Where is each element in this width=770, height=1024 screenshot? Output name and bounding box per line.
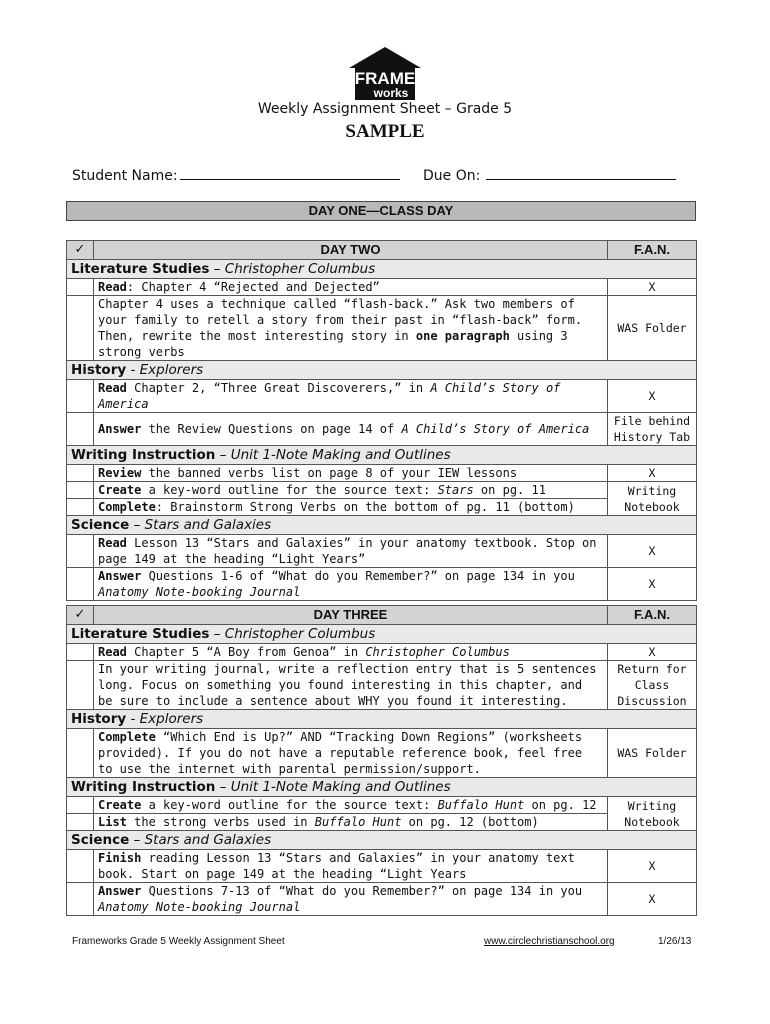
fan-cell: X [608,850,697,883]
fan-cell: X [608,380,697,413]
sheet-subtitle: SAMPLE [345,121,425,142]
fan-line: Notebook [624,814,680,829]
assignment-row [67,535,697,568]
assignment-text: on pg. 11 [473,483,546,497]
assignment-book: A Child’s Story of America [401,422,590,436]
assignment-text: : Brainstorm Strong Verbs on the bottom of pg. 11 (bottom) [155,500,575,514]
student-name-line[interactable] [180,165,400,180]
fan-line: Writing [627,798,677,813]
assignment-keyword: Answer [98,569,142,583]
assignment-text: the Review Questions on page 14 of [141,422,402,436]
section-topic: - Explorers [126,711,204,727]
section-topic: – Unit 1-Note Making and Outlines [215,779,451,795]
assignment-text: Lesson 13 “Stars and Galaxies” in your anatomy textbook. Stop on page 149 at the heading “Light Years” [98,536,597,566]
section-science [67,831,697,850]
section-topic: - Explorers [126,362,204,378]
assignment-text: Chapter 4 uses a technique called “flash-back.” Ask two members of your family to retell a story from their past in “flash-back” form. Then, rewrite the most interesting story in [98,297,583,343]
assignment-keyword: Read [98,280,127,294]
assignment-keyword: Read [98,645,127,659]
assignment-keyword: Complete [98,730,156,744]
assignment-text: Questions 1-6 of “What do you Remember?” on page 134 in you [141,569,575,583]
fan-line: Return for [617,662,687,676]
assignment-row [67,568,697,601]
fan-cell [608,413,697,446]
fan-line: Writing [627,483,677,498]
assignment-text: a key-word outline for the source text: [141,798,438,812]
section-subject: History [71,362,127,378]
footer-url-link[interactable]: www.circlechristianschool.org [484,936,615,947]
section-writing [67,446,697,465]
assignment-book: Anatomy Note-booking Journal [98,585,301,599]
assignment-emphasis: one paragraph [415,329,510,343]
check-icon: ✓ [67,241,94,260]
assignment-text: on pg. 12 (bottom) [401,815,539,829]
section-topic: – Christopher Columbus [209,261,376,277]
section-literature [67,625,697,644]
fan-header: F.A.N. [608,241,697,260]
fan-cell: X [608,535,697,568]
section-subject: Science [71,517,130,533]
fan-cell: X [608,568,697,601]
section-history [67,710,697,729]
section-subject: Writing Instruction [71,779,216,795]
assignment-row [67,499,697,516]
fan-cell: WAS Folder [608,729,697,778]
fan-line: History Tab [613,430,691,444]
section-topic: – Stars and Galaxies [129,517,272,533]
assignment-row [67,644,697,661]
assignment-text: the strong verbs used in [126,815,315,829]
assignment-row [67,465,697,482]
assignment-book: A Child’s Story of America [98,381,561,411]
assignment-keyword: Review [98,466,142,480]
fan-line: Discussion [617,694,687,708]
assignment-keyword: Create [98,483,142,497]
day-three-header-row [67,606,697,625]
assignment-row [67,729,697,778]
assignment-text: reading Lesson 13 “Stars and Galaxies” in your anatomy text book. Start on page 149 at the heading “Light Years [98,851,575,881]
fan-cell: X [608,644,697,661]
fan-cell [608,661,697,710]
assignment-book: Christopher Columbus [365,645,510,659]
due-on-field[interactable] [423,165,676,184]
day-three-title: DAY THREE [94,606,608,625]
fan-cell: X [608,279,697,296]
student-name-field[interactable] [72,165,400,184]
assignment-row [67,482,697,499]
assignment-text: In your writing journal, write a reflection entry that is 5 sentences long. Focus on something you found interesting in this chapter, and be sure to include a sentence about WHY you found it interesting. [98,662,597,708]
assignment-text: using 3 strong verbs [98,329,568,359]
assignment-text: “Which End is Up?” AND “Tracking Down Regions” (worksheets provided). If you do not have a reputable reference book, feel free to use the internet with parental permission/support. [98,730,583,776]
assignment-row [67,850,697,883]
fan-cell: X [608,883,697,916]
assignment-row [67,413,697,446]
assignment-text: on pg. 12 [524,798,597,812]
assignment-text: the banned verbs list on page 8 of your IEW lessons [141,466,518,480]
fan-cell: X [608,465,697,482]
assignment-keyword: Answer [98,884,142,898]
assignment-row [67,814,697,831]
section-subject: Literature Studies [71,261,210,277]
fan-header: F.A.N. [608,606,697,625]
fan-line: Class [634,678,670,692]
frameworks-logo [345,44,425,100]
section-topic: – Christopher Columbus [209,626,376,642]
check-icon: ✓ [67,606,94,625]
section-history [67,361,697,380]
fan-cell [608,797,697,831]
day-one-banner: DAY ONE—CLASS DAY [66,201,696,221]
assignment-keyword: Read [98,536,127,550]
due-on-line[interactable] [486,165,676,180]
assignment-book: Stars [437,483,474,497]
assignment-keyword: Create [98,798,142,812]
section-science [67,516,697,535]
due-on-label: Due On: [423,168,481,184]
assignment-text: Chapter 5 “A Boy from Genoa” in [126,645,366,659]
footer-date: 1/26/13 [658,936,692,947]
assignment-row [67,661,697,710]
assignment-keyword: Answer [98,422,142,436]
section-subject: Science [71,832,130,848]
assignment-keyword: Read [98,381,127,395]
assignment-row [67,883,697,916]
section-writing [67,778,697,797]
assignment-text: a key-word outline for the source text: [141,483,438,497]
section-topic: – Stars and Galaxies [129,832,272,848]
section-topic: – Unit 1-Note Making and Outlines [215,447,451,463]
assignment-row [67,296,697,361]
footer-title: Frameworks Grade 5 Weekly Assignment Sheet [72,936,285,947]
day-two-header-row [67,241,697,260]
section-literature [67,260,697,279]
assignment-text: Chapter 2, “Three Great Discoverers,” in [126,381,431,395]
logo-text-works: works [373,86,409,100]
fan-line: Notebook [624,499,680,514]
assignment-keyword: List [98,815,127,829]
section-subject: History [71,711,127,727]
assignment-text: Questions 7-13 of “What do you Remember?” on page 134 in you [141,884,583,898]
fan-line: File behind [613,414,691,428]
assignment-row [67,380,697,413]
assignment-book: Anatomy Note-booking Journal [98,900,301,914]
student-name-label: Student Name: [72,168,178,184]
assignment-row [67,279,697,296]
assignment-text: : Chapter 4 “Rejected and Dejected” [126,280,380,294]
section-subject: Writing Instruction [71,447,216,463]
logo-text-frame: FRAME [354,69,416,88]
sheet-title: Weekly Assignment Sheet – Grade 5 [257,101,513,117]
assignment-keyword: Finish [98,851,142,865]
assignment-book: Buffalo Hunt [437,798,525,812]
section-subject: Literature Studies [71,626,210,642]
fan-cell: WAS Folder [608,296,697,361]
day-three-table [66,605,697,916]
day-two-title: DAY TWO [94,241,608,260]
day-two-table [66,240,697,601]
assignment-book: Buffalo Hunt [314,815,402,829]
assignment-keyword: Complete [98,500,156,514]
fan-cell [608,482,697,516]
assignment-row [67,797,697,814]
